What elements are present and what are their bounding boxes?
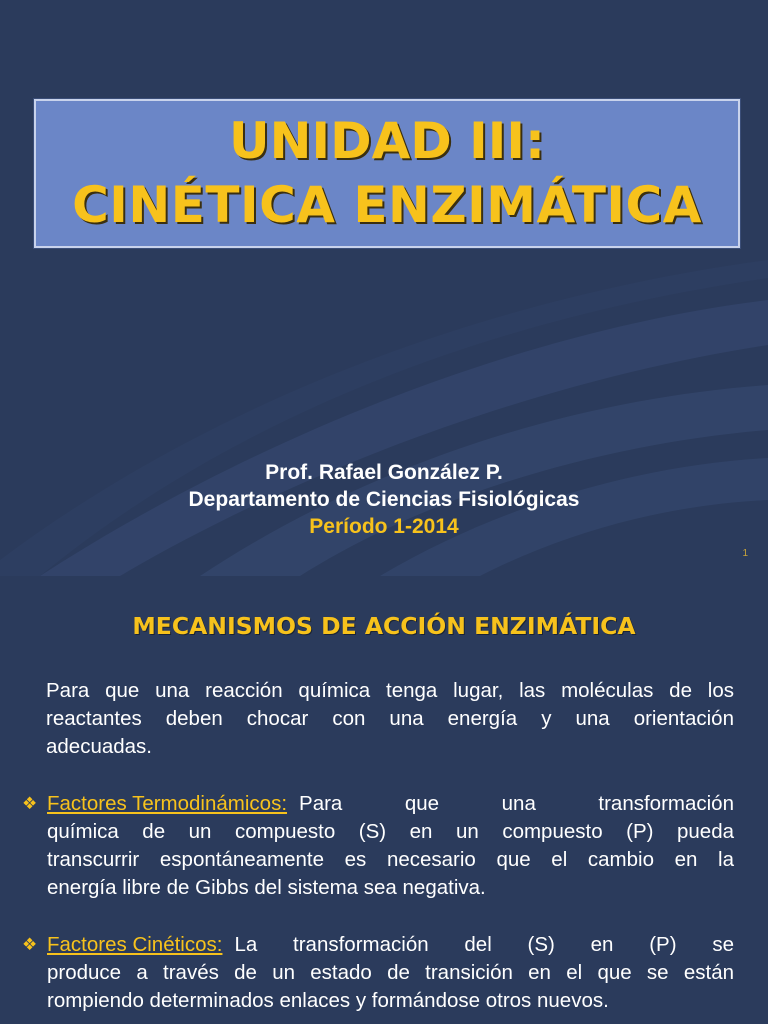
bullet-first-line: [22, 790, 734, 818]
bullet-line: rompiendo determinados enlaces y formándose otros nuevos.: [47, 989, 609, 1012]
bullet-first-rest: La transformación del (S) en (P) se: [234, 933, 734, 956]
bullet-line: produce a través de un estado de transición en el que se están: [47, 961, 734, 984]
author-name: Prof. Rafael González P.: [265, 461, 503, 484]
department-name: Departamento de Ciencias Fisiológicas: [188, 488, 580, 511]
bullet-kinetic: [22, 931, 734, 1015]
content-slide: [0, 576, 768, 1024]
intro-paragraph: [46, 677, 734, 761]
intro-line: adecuadas.: [46, 735, 153, 758]
slide-heading: MECANISMOS DE ACCIÓN ENZIMÁTICA: [132, 612, 636, 640]
period-label: Período 1-2014: [309, 515, 459, 538]
author-block: [0, 459, 768, 540]
bullet-term: Factores Cinéticos:: [47, 933, 223, 956]
bullet-first-line: [22, 931, 734, 959]
intro-line: Para que una reacción química tenga lugar, las moléculas de los: [46, 679, 734, 702]
title-line-1: UNIDAD III:: [229, 112, 545, 170]
bullet-term: Factores Termodinámicos:: [47, 792, 288, 815]
title-box: [34, 99, 740, 248]
diamond-bullet-icon: ❖: [22, 794, 38, 813]
bullet-line: química de un compuesto (S) en un compuesto (P) pueda: [47, 820, 734, 843]
diamond-bullet-icon: ❖: [22, 935, 38, 954]
title-line-2: CINÉTICA ENZIMÁTICA: [72, 176, 702, 234]
bullet-thermodynamic: [22, 790, 734, 902]
intro-line: reactantes deben chocar con una energía y una orientación: [46, 707, 734, 730]
page-number: 1: [742, 548, 748, 559]
bullet-first-rest: Para que una transformación: [299, 792, 734, 815]
bullet-line: transcurrir espontáneamente es necesario que el cambio en la: [47, 848, 734, 871]
bullet-line: energía libre de Gibbs del sistema sea negativa.: [47, 876, 486, 899]
